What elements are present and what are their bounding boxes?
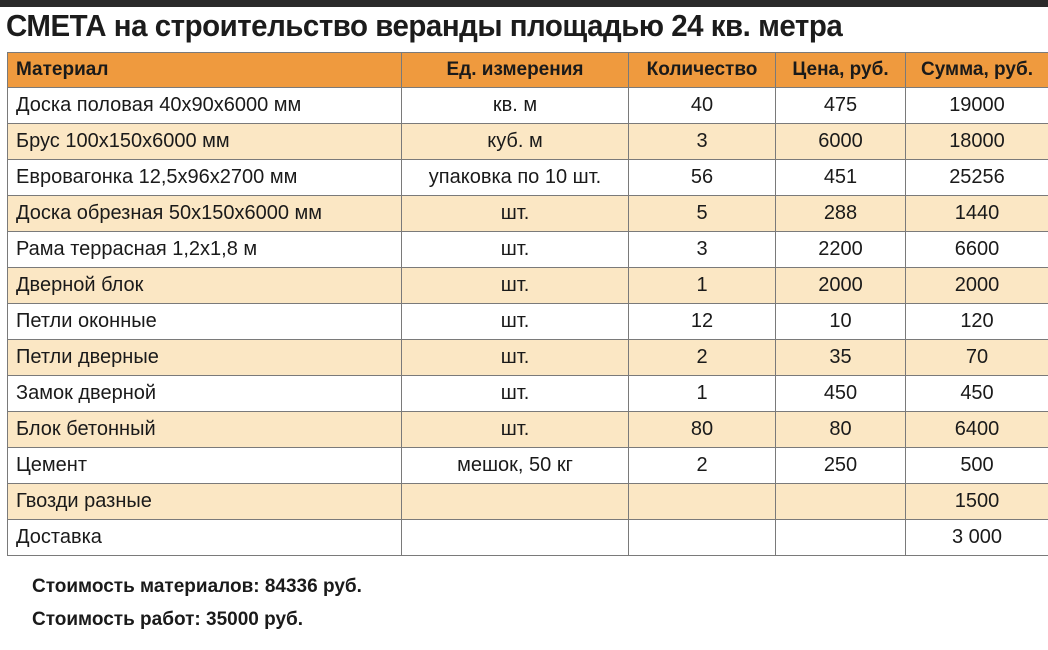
cell-unit: упаковка по 10 шт.	[402, 160, 629, 196]
cell-material: Блок бетонный	[8, 412, 402, 448]
cell-quantity: 2	[629, 448, 776, 484]
cell-unit	[402, 520, 629, 556]
cell-quantity: 1	[629, 376, 776, 412]
cell-sum: 1500	[906, 484, 1048, 520]
cell-material: Замок дверной	[8, 376, 402, 412]
cell-unit: шт.	[402, 232, 629, 268]
cell-price: 475	[776, 88, 906, 124]
header-row	[8, 53, 1048, 88]
cell-sum: 19000	[906, 88, 1048, 124]
header-quantity: Количество	[629, 53, 776, 88]
cell-price: 451	[776, 160, 906, 196]
materials-cost-summary: Стоимость материалов: 84336 руб.	[32, 576, 362, 597]
header-sum: Сумма, руб.	[906, 53, 1048, 88]
table-row	[8, 520, 1048, 556]
cell-material: Брус 100x150x6000 мм	[8, 124, 402, 160]
table-row	[8, 232, 1048, 268]
cell-quantity: 1	[629, 268, 776, 304]
table-row	[8, 124, 1048, 160]
cell-quantity: 12	[629, 304, 776, 340]
header-price: Цена, руб.	[776, 53, 906, 88]
bottom-strip	[0, 642, 1048, 650]
cell-material: Доска обрезная 50x150x6000 мм	[8, 196, 402, 232]
cell-quantity: 3	[629, 232, 776, 268]
table-row	[8, 412, 1048, 448]
cell-quantity	[629, 520, 776, 556]
cell-unit: шт.	[402, 340, 629, 376]
cell-unit: шт.	[402, 196, 629, 232]
cell-material: Рама террасная 1,2x1,8 м	[8, 232, 402, 268]
table-row	[8, 160, 1048, 196]
table-row	[8, 376, 1048, 412]
cell-price: 6000	[776, 124, 906, 160]
cell-sum: 6400	[906, 412, 1048, 448]
cell-quantity	[629, 484, 776, 520]
cell-quantity: 40	[629, 88, 776, 124]
cell-price: 80	[776, 412, 906, 448]
estimate-table	[7, 52, 1048, 556]
cell-sum: 70	[906, 340, 1048, 376]
cell-sum: 18000	[906, 124, 1048, 160]
cell-price: 288	[776, 196, 906, 232]
table-row	[8, 196, 1048, 232]
cell-material: Дверной блок	[8, 268, 402, 304]
cell-sum: 1440	[906, 196, 1048, 232]
cell-unit	[402, 484, 629, 520]
cell-quantity: 5	[629, 196, 776, 232]
cell-quantity: 2	[629, 340, 776, 376]
table-row	[8, 484, 1048, 520]
cell-sum: 25256	[906, 160, 1048, 196]
cell-material: Петли оконные	[8, 304, 402, 340]
cell-unit: шт.	[402, 268, 629, 304]
cell-price: 35	[776, 340, 906, 376]
cell-sum: 3 000	[906, 520, 1048, 556]
cell-price: 2000	[776, 268, 906, 304]
cell-price: 10	[776, 304, 906, 340]
cell-price: 250	[776, 448, 906, 484]
cell-sum: 450	[906, 376, 1048, 412]
cell-material: Доска половая 40x90x6000 мм	[8, 88, 402, 124]
cell-quantity: 56	[629, 160, 776, 196]
cell-unit: шт.	[402, 304, 629, 340]
table-header	[8, 53, 1048, 88]
cell-quantity: 80	[629, 412, 776, 448]
table-row	[8, 304, 1048, 340]
table-body	[8, 88, 1048, 556]
cell-unit: куб. м	[402, 124, 629, 160]
table-row	[8, 340, 1048, 376]
cell-price: 2200	[776, 232, 906, 268]
cell-material: Евровагонка 12,5x96x2700 мм	[8, 160, 402, 196]
cell-price: 450	[776, 376, 906, 412]
cell-material: Петли дверные	[8, 340, 402, 376]
table-row	[8, 448, 1048, 484]
cell-sum: 6600	[906, 232, 1048, 268]
header-unit: Ед. измерения	[402, 53, 629, 88]
cell-price	[776, 484, 906, 520]
cell-sum: 2000	[906, 268, 1048, 304]
header-material: Материал	[8, 53, 402, 88]
cell-unit: кв. м	[402, 88, 629, 124]
table-row	[8, 268, 1048, 304]
table-row	[8, 88, 1048, 124]
cell-unit: шт.	[402, 412, 629, 448]
cell-material: Доставка	[8, 520, 402, 556]
cell-unit: мешок, 50 кг	[402, 448, 629, 484]
labor-cost-summary: Стоимость работ: 35000 руб.	[32, 609, 304, 630]
cell-quantity: 3	[629, 124, 776, 160]
cell-material: Гвозди разные	[8, 484, 402, 520]
cell-unit: шт.	[402, 376, 629, 412]
cell-sum: 120	[906, 304, 1048, 340]
page-title: СМЕТА на строительство веранды площадью 24 кв. метра	[6, 8, 843, 43]
estimate-table-wrapper	[7, 52, 1048, 556]
cell-material: Цемент	[8, 448, 402, 484]
cell-sum: 500	[906, 448, 1048, 484]
cell-price	[776, 520, 906, 556]
